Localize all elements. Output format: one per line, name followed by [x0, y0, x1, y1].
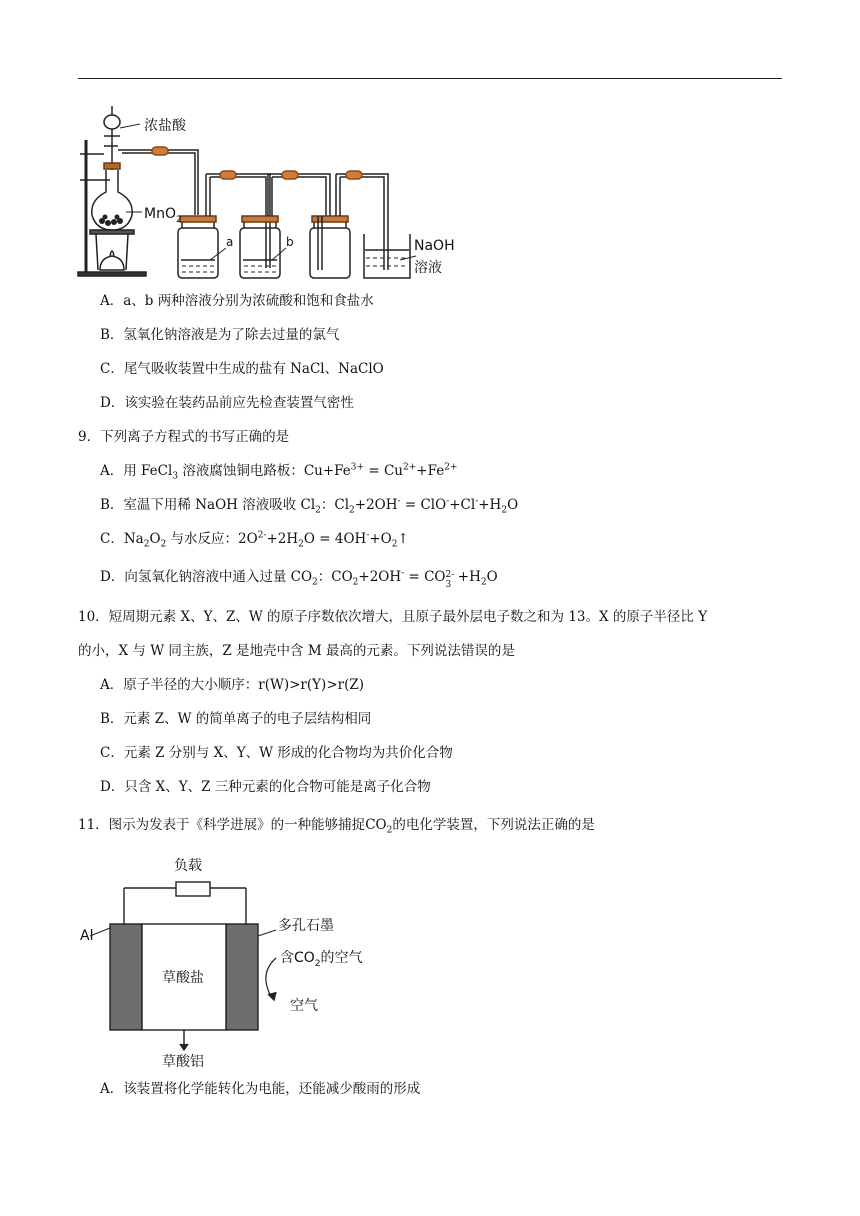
label-mno2: MnO$_2$	[144, 206, 182, 225]
label-b: b	[286, 235, 294, 249]
q9-option-b: B．室温下用稀 NaOH 溶液吸收 $Cl_2$：$Cl_2+2OH^- = ClO^-+Cl^-+H_2O$	[100, 496, 519, 516]
label-load: 负载	[174, 858, 202, 874]
q11-stem: 11．图示为发表于《科学进展》的一种能够捕捉$CO_2$的电化学装置，下列说法正确的是	[78, 817, 595, 836]
q8-option-b: B．氢氧化钠溶液是为了除去过量的氯气	[100, 327, 340, 343]
q8-option-c: C．尾气吸收装置中生成的盐有 NaCl、NaClO	[100, 361, 384, 377]
al-electrode	[110, 924, 142, 1030]
label-conc-hcl: 浓盐酸	[144, 118, 186, 134]
q10-option-a: A．原子半径的大小顺序：r(W)>r(Y)>r(Z)	[100, 677, 365, 693]
q9-option-c: C．$Na_2O_2$ 与水反应：$2O^{2-}+2H_2O$ = $4OH^-+O_2↑$	[100, 530, 409, 550]
q9-option-d: D．向氢氧化钠溶液中通入过量 $CO_2$：$CO_2+2OH^-$ = CO 2- 3 $+H_2O$	[100, 568, 498, 590]
q10-option-d: D．只含 X、Y、Z 三种元素的化合物可能是离子化合物	[100, 779, 431, 795]
label-solution: 溶液	[414, 260, 442, 276]
q10-option-b: B．元素 Z、W 的简单离子的电子层结构相同	[100, 711, 372, 727]
q11-option-a: A．该装置将化学能转化为电能，还能减少酸雨的形成	[100, 1081, 421, 1097]
label-oxalate: 草酸盐	[162, 970, 204, 986]
q10-stem-line2: 的小，X 与 W 同主族，Z 是地壳中含 M 最高的元素。下列说法错误的是	[78, 643, 515, 659]
label-air-out: 空气	[290, 998, 318, 1014]
header-rule	[78, 78, 782, 79]
q8-option-d: D．该实验在装药品前应先检查装置气密性	[100, 395, 354, 411]
q9-option-a: A．用 FeCl$_3$ 溶液腐蚀铜电路板：$Cu+Fe^{3+} = Cu^{2+}+Fe^{2+}$	[100, 462, 458, 482]
label-naoh: NaOH	[414, 238, 455, 254]
label-aluminium-oxalate: 草酸铝	[162, 1054, 204, 1070]
q8-option-a: A．a、b 两种溶液分别为浓硫酸和饱和食盐水	[100, 293, 374, 309]
q9-stem: 9．下列离子方程式的书写正确的是	[78, 429, 290, 445]
graphite-electrode	[226, 924, 258, 1030]
load-resistor	[176, 882, 210, 896]
q10-option-c: C．元素 Z 分别与 X、Y、W 形成的化合物均为共价化合物	[100, 745, 453, 761]
label-porous-graphite: 多孔石墨	[278, 918, 334, 934]
label-al: Al	[80, 928, 94, 944]
chlorine-apparatus-figure	[70, 100, 490, 282]
label-a: a	[226, 235, 234, 249]
q10-stem-line1: 10．短周期元素 X、Y、Z、W 的原子序数依次增大，且原子最外层电子数之和为 13。X 的原子半径比 Y	[78, 609, 708, 625]
label-air-with-co2: 含$CO_2$的空气	[280, 950, 363, 969]
co2-capture-device-figure	[76, 848, 396, 1070]
